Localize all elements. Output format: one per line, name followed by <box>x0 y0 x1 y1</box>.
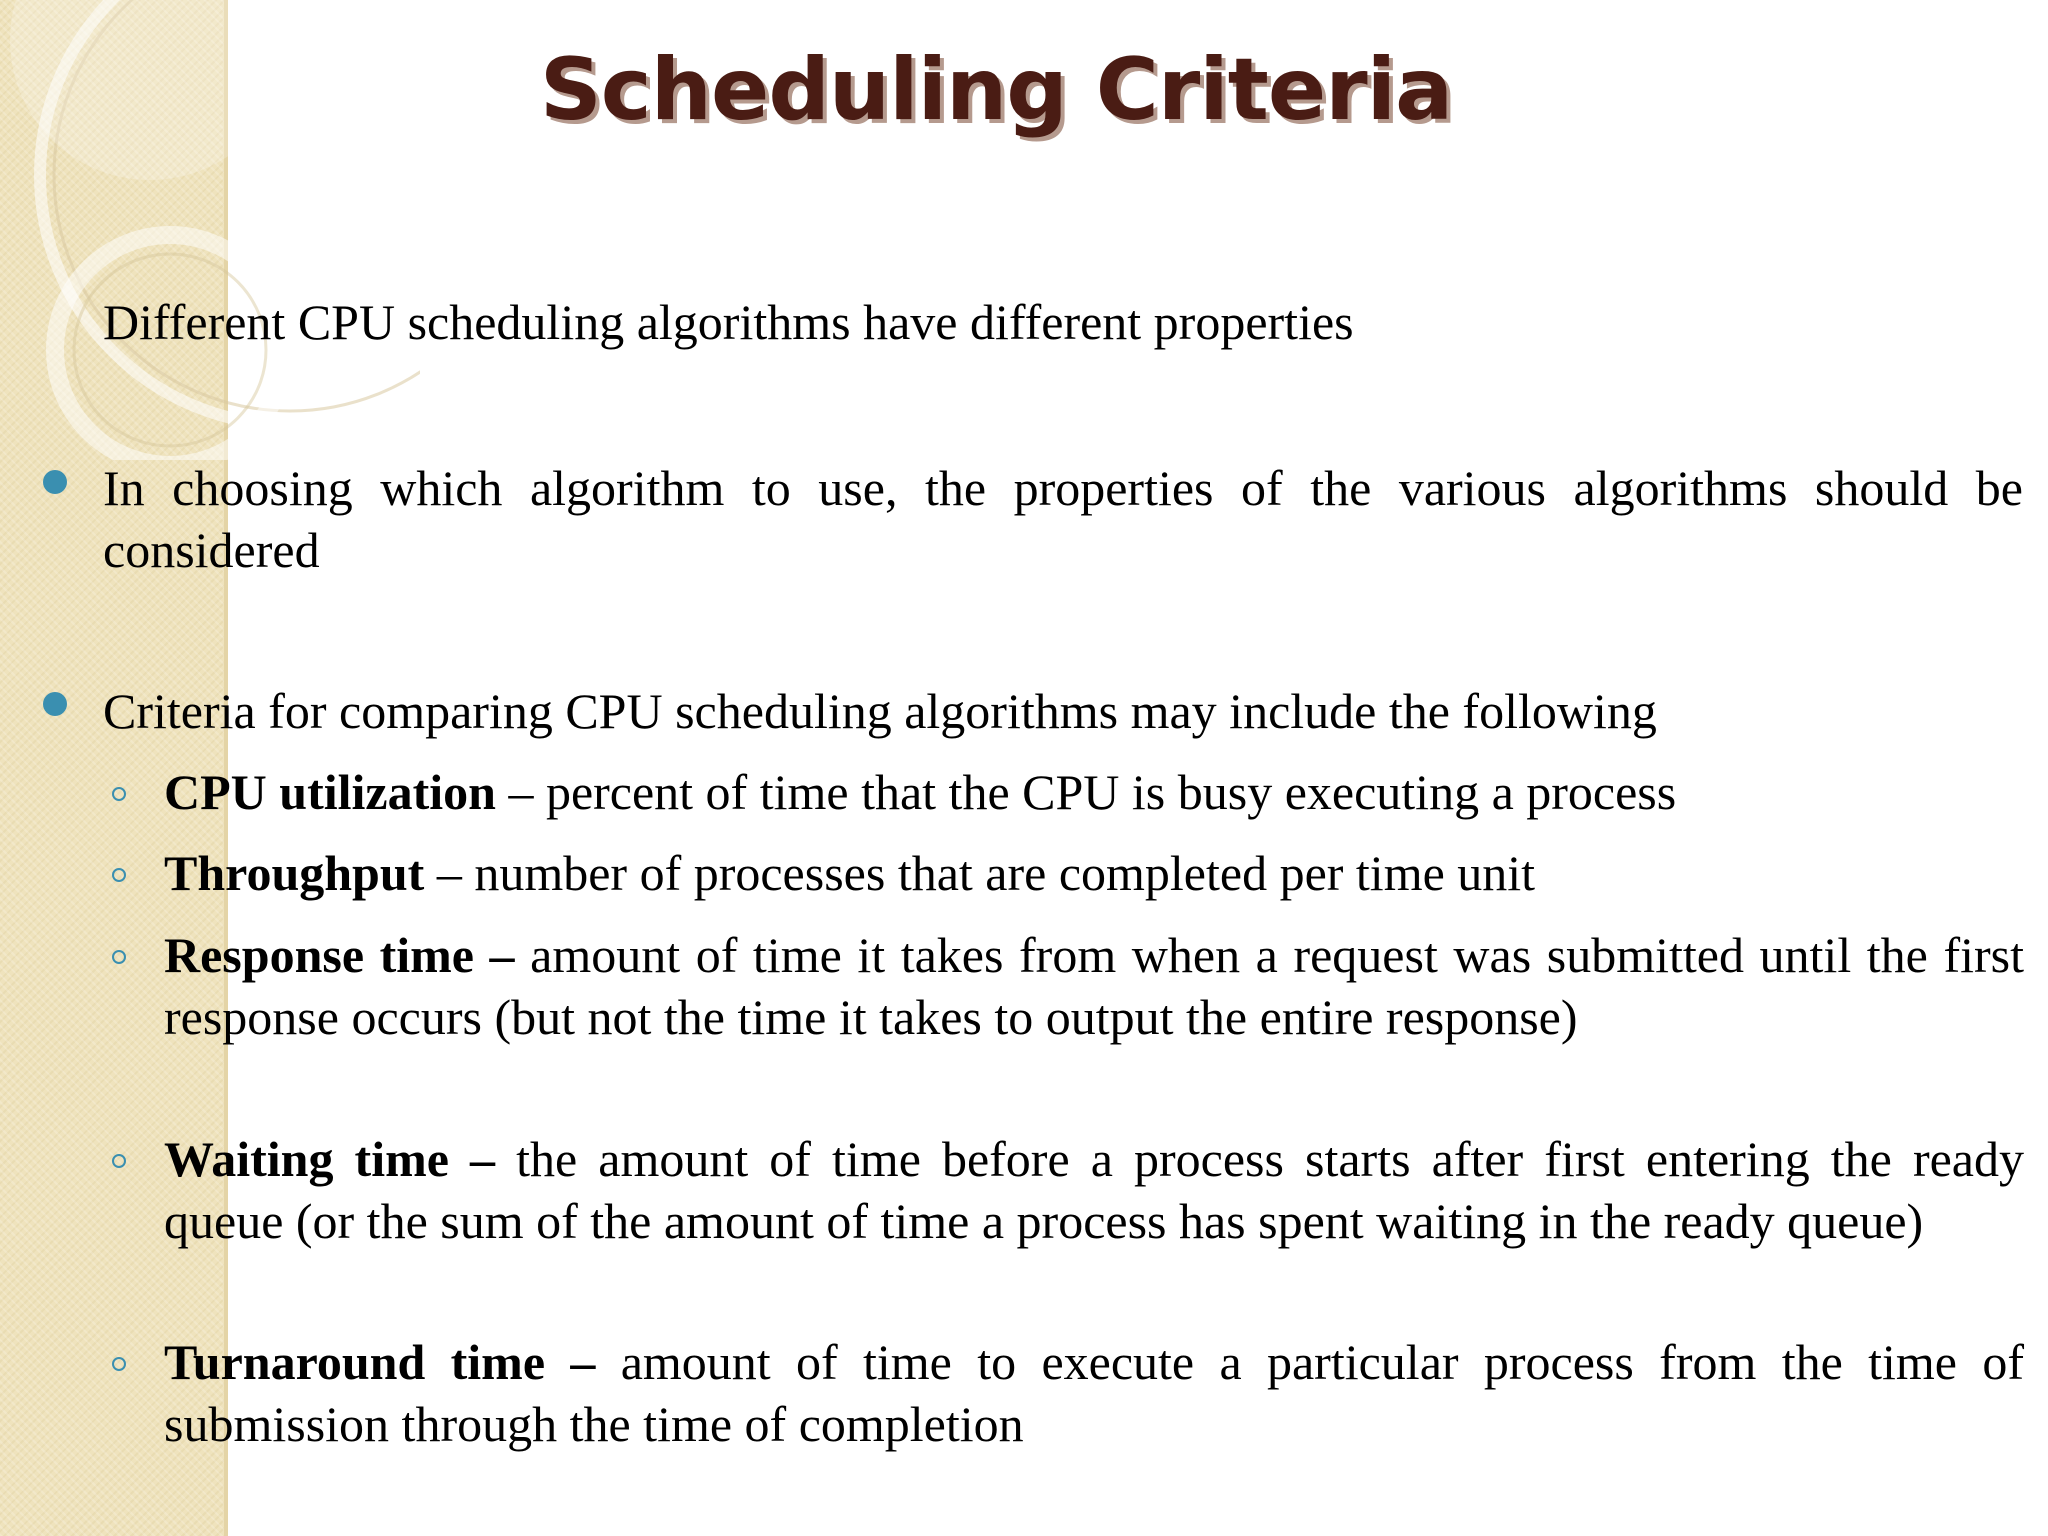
bullet-item: In choosing which algorithm to use, the properties of the various algorithms should be considered <box>103 460 2023 578</box>
criterion-turnaround-time <box>164 1331 2024 1455</box>
sub-bullet-ring-icon <box>112 868 126 882</box>
criterion-cpu-utilization <box>164 761 2024 823</box>
criterion-term: Response time – <box>164 927 515 983</box>
bullet-item: Criteria for comparing CPU scheduling algorithms may include the following <box>103 683 1657 739</box>
criterion-throughput <box>164 842 2024 904</box>
criterion-term: Throughput <box>164 845 425 901</box>
criterion-description: – percent of time that the CPU is busy executing a process <box>495 764 1677 820</box>
criterion-description: amount of time it takes from when a request was submitted until the first response occurs (but not the time it takes to output the entire response) <box>164 927 2024 1045</box>
criterion-description: amount of time to execute a particular process from the time of submission through the time of completion <box>164 1334 2024 1452</box>
criterion-term: Waiting time – <box>164 1131 496 1187</box>
sub-bullet-ring-icon <box>112 950 126 964</box>
criterion-description: – number of processes that are completed per time unit <box>424 845 1536 901</box>
criterion-term: CPU utilization <box>164 764 496 820</box>
criterion-description: the amount of time before a process starts after first entering the ready queue (or the sum of the amount of time a process has spent waiting in the ready queue) <box>164 1131 2024 1249</box>
criterion-waiting-time <box>164 1128 2024 1252</box>
intro-text: Different CPU scheduling algorithms have different properties <box>103 294 1354 350</box>
slide-title: Scheduling Criteria <box>539 40 1453 140</box>
bullet-dot-icon <box>43 470 67 494</box>
sub-bullet-ring-icon <box>112 1357 126 1371</box>
criterion-response-time <box>164 924 2024 1048</box>
bullet-dot-icon <box>43 692 67 716</box>
sub-bullet-ring-icon <box>112 787 126 801</box>
criterion-term: Turnaround time – <box>164 1334 596 1390</box>
sub-bullet-ring-icon <box>112 1154 126 1168</box>
